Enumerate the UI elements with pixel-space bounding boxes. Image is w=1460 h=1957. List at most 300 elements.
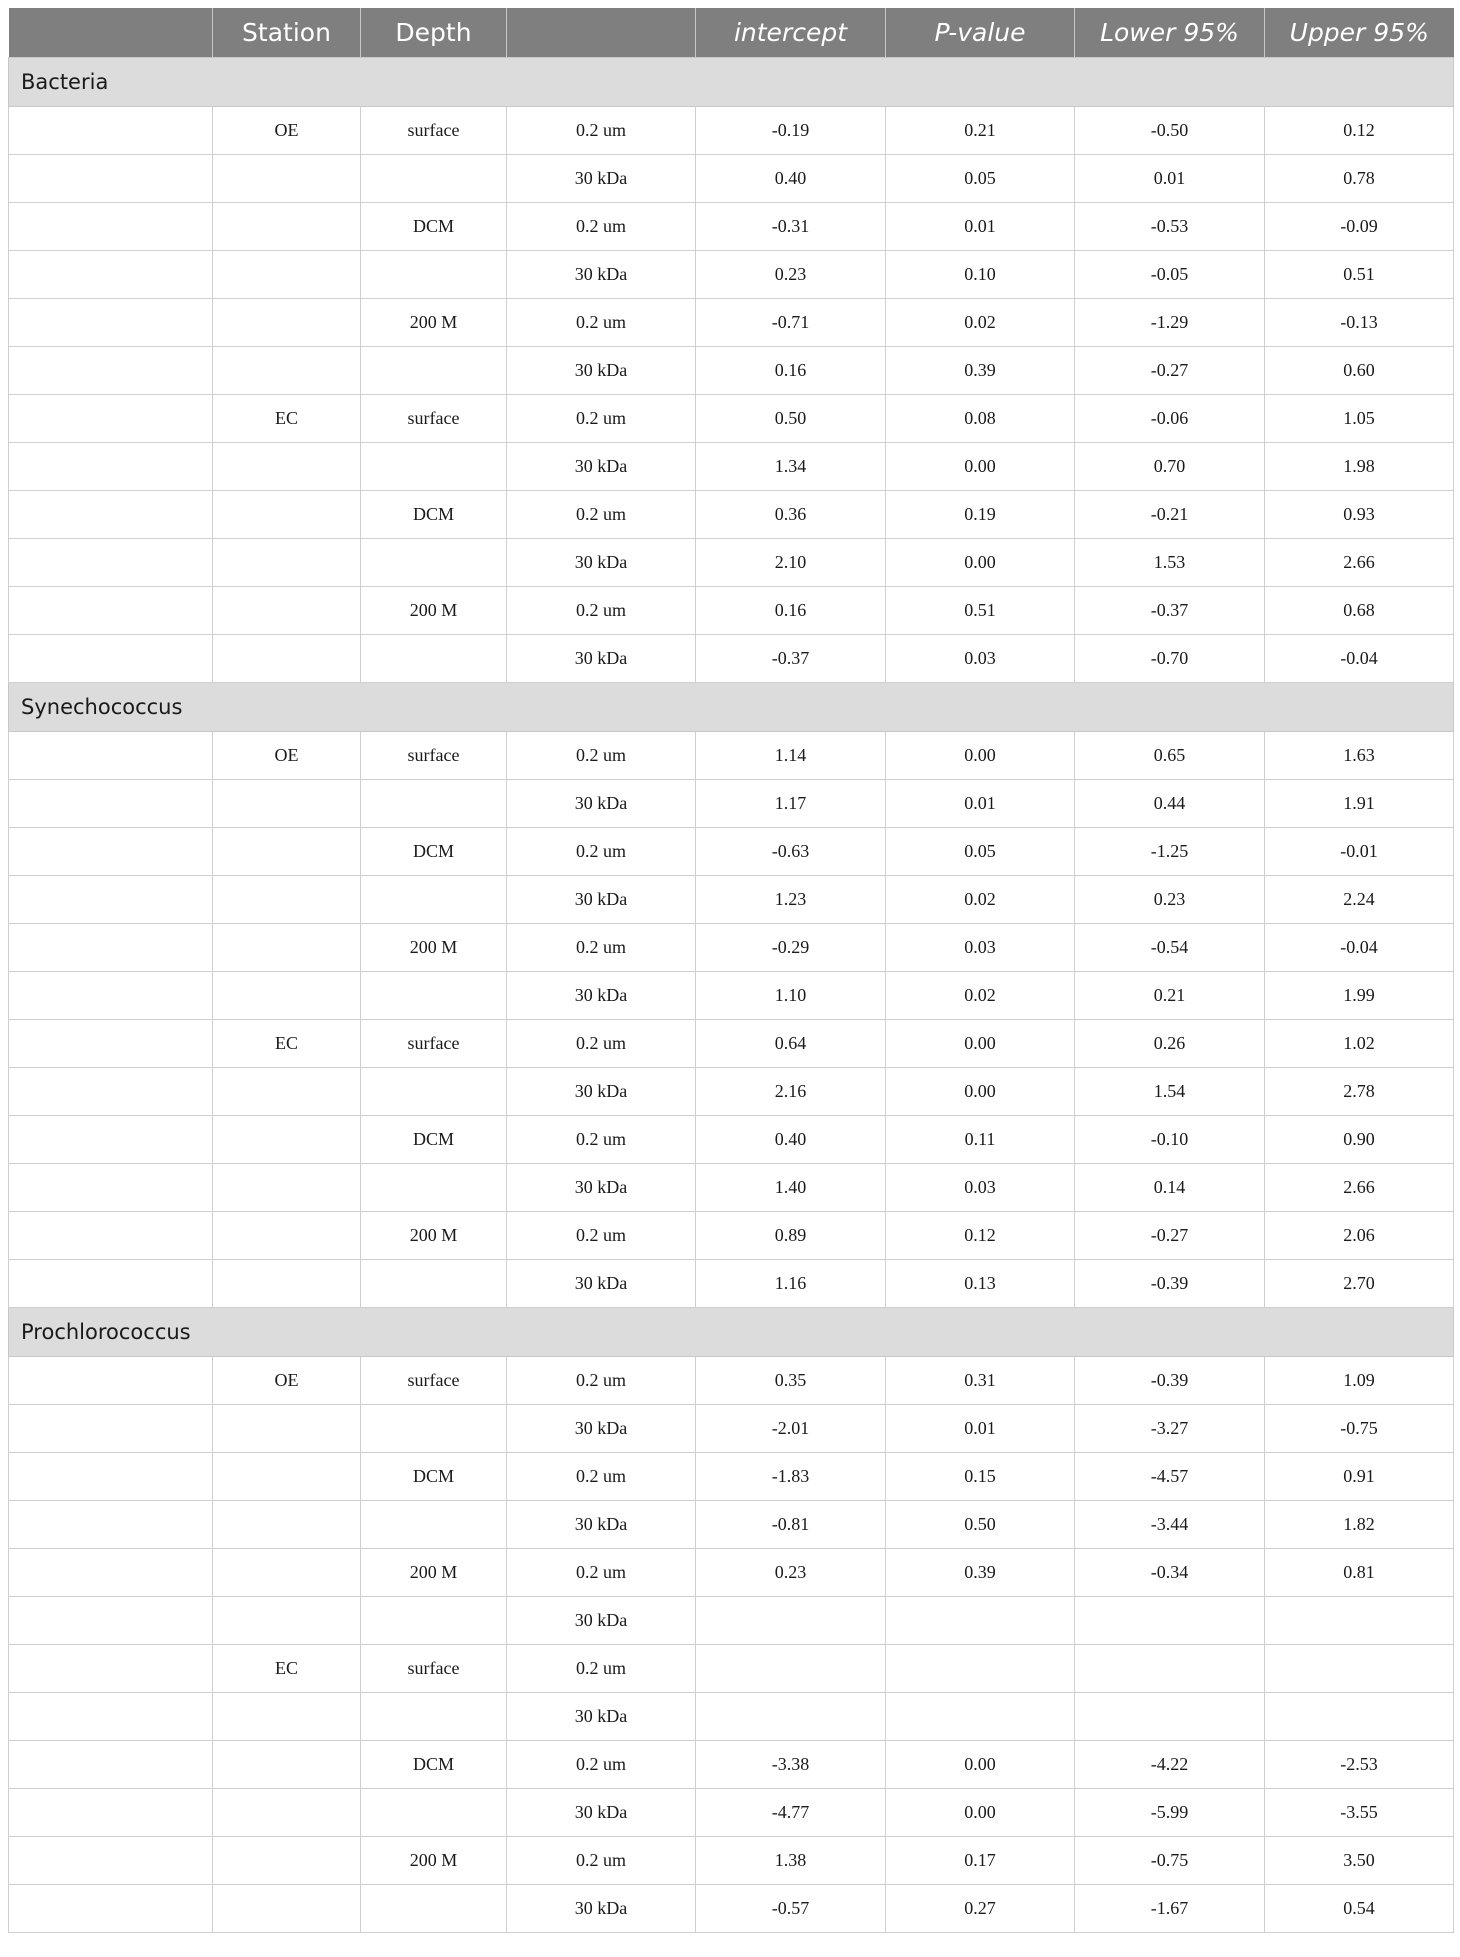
cell-lower-95: -0.34 (1075, 1549, 1265, 1597)
cell-depth (361, 1789, 507, 1837)
table-row (9, 443, 1454, 491)
cell-intercept: -0.71 (696, 299, 886, 347)
cell-station (213, 1693, 361, 1741)
cell-blank (9, 155, 213, 203)
cell-upper-95: 2.70 (1265, 1260, 1454, 1308)
cell-intercept: 1.38 (696, 1837, 886, 1885)
cell-depth (361, 1405, 507, 1453)
cell-lower-95: -0.39 (1075, 1260, 1265, 1308)
cell-upper-95: 1.98 (1265, 443, 1454, 491)
cell-blank (9, 732, 213, 780)
cell-depth (361, 1597, 507, 1645)
cell-station (213, 155, 361, 203)
cell-blank (9, 1789, 213, 1837)
cell-p-value: 0.00 (886, 1068, 1075, 1116)
table-row (9, 107, 1454, 155)
cell-fraction: 30 kDa (507, 876, 696, 924)
cell-intercept: 1.40 (696, 1164, 886, 1212)
cell-p-value: 0.08 (886, 395, 1075, 443)
cell-intercept: 1.14 (696, 732, 886, 780)
cell-blank (9, 1501, 213, 1549)
table-row (9, 1260, 1454, 1308)
cell-fraction: 0.2 um (507, 924, 696, 972)
cell-fraction: 0.2 um (507, 1837, 696, 1885)
group-label: Prochlorococcus (9, 1308, 1454, 1357)
cell-fraction: 0.2 um (507, 1741, 696, 1789)
cell-lower-95: 0.44 (1075, 780, 1265, 828)
cell-blank (9, 1837, 213, 1885)
cell-lower-95: -0.54 (1075, 924, 1265, 972)
cell-lower-95: 0.23 (1075, 876, 1265, 924)
group-header-row (9, 1308, 1454, 1357)
cell-p-value: 0.17 (886, 1837, 1075, 1885)
cell-station (213, 1837, 361, 1885)
cell-blank (9, 1549, 213, 1597)
cell-intercept: -0.37 (696, 635, 886, 683)
cell-lower-95: 0.70 (1075, 443, 1265, 491)
table-row (9, 587, 1454, 635)
cell-intercept: 1.17 (696, 780, 886, 828)
cell-p-value: 0.39 (886, 1549, 1075, 1597)
cell-p-value: 0.50 (886, 1501, 1075, 1549)
cell-upper-95: 0.54 (1265, 1885, 1454, 1933)
cell-upper-95: 1.05 (1265, 395, 1454, 443)
cell-fraction: 0.2 um (507, 587, 696, 635)
cell-intercept: 0.40 (696, 155, 886, 203)
cell-p-value: 0.02 (886, 972, 1075, 1020)
cell-upper-95: -0.09 (1265, 203, 1454, 251)
table-row (9, 1020, 1454, 1068)
table-row (9, 1597, 1454, 1645)
cell-upper-95: 3.50 (1265, 1837, 1454, 1885)
table-row (9, 1357, 1454, 1405)
cell-intercept: -0.81 (696, 1501, 886, 1549)
cell-lower-95: -0.70 (1075, 635, 1265, 683)
table-row (9, 251, 1454, 299)
cell-depth: 200 M (361, 299, 507, 347)
cell-p-value: 0.27 (886, 1885, 1075, 1933)
cell-depth: DCM (361, 1741, 507, 1789)
cell-station (213, 780, 361, 828)
table-row (9, 539, 1454, 587)
cell-upper-95: -0.04 (1265, 635, 1454, 683)
table-row (9, 828, 1454, 876)
cell-station (213, 251, 361, 299)
cell-intercept: 0.23 (696, 251, 886, 299)
cell-station (213, 924, 361, 972)
cell-upper-95: -0.04 (1265, 924, 1454, 972)
cell-blank (9, 491, 213, 539)
cell-depth: surface (361, 1020, 507, 1068)
cell-blank (9, 1885, 213, 1933)
cell-depth (361, 155, 507, 203)
cell-upper-95: 0.68 (1265, 587, 1454, 635)
cell-blank (9, 972, 213, 1020)
cell-depth (361, 876, 507, 924)
cell-p-value: 0.01 (886, 203, 1075, 251)
cell-station (213, 1741, 361, 1789)
cell-p-value: 0.00 (886, 539, 1075, 587)
cell-station (213, 1597, 361, 1645)
cell-lower-95: -0.27 (1075, 1212, 1265, 1260)
table-row (9, 1645, 1454, 1693)
cell-fraction: 30 kDa (507, 251, 696, 299)
cell-intercept: 0.50 (696, 395, 886, 443)
cell-station (213, 1453, 361, 1501)
cell-lower-95: -1.29 (1075, 299, 1265, 347)
table-row (9, 1885, 1454, 1933)
cell-depth: surface (361, 732, 507, 780)
cell-station: OE (213, 107, 361, 155)
cell-lower-95: 0.01 (1075, 155, 1265, 203)
header-cell-blank (9, 8, 213, 58)
table-row (9, 155, 1454, 203)
cell-p-value: 0.01 (886, 1405, 1075, 1453)
cell-lower-95 (1075, 1693, 1265, 1741)
cell-p-value: 0.03 (886, 635, 1075, 683)
cell-lower-95: -3.44 (1075, 1501, 1265, 1549)
cell-intercept: -4.77 (696, 1789, 886, 1837)
header-cell-fraction (507, 8, 696, 58)
cell-blank (9, 395, 213, 443)
cell-upper-95: 2.06 (1265, 1212, 1454, 1260)
table-row (9, 1789, 1454, 1837)
cell-p-value: 0.21 (886, 107, 1075, 155)
cell-intercept: 0.36 (696, 491, 886, 539)
cell-p-value (886, 1645, 1075, 1693)
cell-fraction: 30 kDa (507, 1789, 696, 1837)
table-row (9, 924, 1454, 972)
table-row (9, 1212, 1454, 1260)
regression-table (8, 8, 1454, 1933)
cell-blank (9, 107, 213, 155)
cell-p-value: 0.00 (886, 732, 1075, 780)
cell-blank (9, 1693, 213, 1741)
cell-lower-95: -0.10 (1075, 1116, 1265, 1164)
cell-lower-95: -0.75 (1075, 1837, 1265, 1885)
table-row (9, 732, 1454, 780)
cell-lower-95: 0.14 (1075, 1164, 1265, 1212)
cell-p-value: 0.00 (886, 1741, 1075, 1789)
cell-blank (9, 1260, 213, 1308)
cell-fraction: 0.2 um (507, 828, 696, 876)
cell-intercept (696, 1693, 886, 1741)
cell-upper-95: 2.78 (1265, 1068, 1454, 1116)
cell-p-value: 0.05 (886, 828, 1075, 876)
cell-intercept: -2.01 (696, 1405, 886, 1453)
cell-blank (9, 1597, 213, 1645)
cell-intercept: 0.23 (696, 1549, 886, 1597)
cell-blank (9, 347, 213, 395)
cell-lower-95: -0.06 (1075, 395, 1265, 443)
cell-blank (9, 587, 213, 635)
cell-station: EC (213, 1020, 361, 1068)
cell-station (213, 1116, 361, 1164)
cell-upper-95: 1.63 (1265, 732, 1454, 780)
cell-intercept: 1.16 (696, 1260, 886, 1308)
cell-fraction: 30 kDa (507, 1597, 696, 1645)
cell-fraction: 0.2 um (507, 107, 696, 155)
cell-depth (361, 972, 507, 1020)
cell-p-value: 0.00 (886, 1020, 1075, 1068)
cell-fraction: 30 kDa (507, 1164, 696, 1212)
cell-station (213, 347, 361, 395)
cell-blank (9, 251, 213, 299)
header-cell-upper-95: Upper 95% (1265, 8, 1454, 58)
cell-station (213, 1885, 361, 1933)
group-label: Synechococcus (9, 683, 1454, 732)
cell-upper-95: -0.75 (1265, 1405, 1454, 1453)
cell-fraction: 0.2 um (507, 395, 696, 443)
header-cell-station: Station (213, 8, 361, 58)
cell-intercept (696, 1645, 886, 1693)
cell-intercept: -0.31 (696, 203, 886, 251)
cell-p-value: 0.39 (886, 347, 1075, 395)
group-header-row (9, 683, 1454, 732)
cell-depth: 200 M (361, 1549, 507, 1597)
table-row (9, 395, 1454, 443)
cell-upper-95: 1.09 (1265, 1357, 1454, 1405)
cell-depth (361, 780, 507, 828)
cell-lower-95: 1.53 (1075, 539, 1265, 587)
header-cell-p-value: P-value (886, 8, 1075, 58)
cell-station: EC (213, 395, 361, 443)
cell-lower-95 (1075, 1597, 1265, 1645)
table-container (8, 8, 1454, 1933)
cell-intercept: 1.34 (696, 443, 886, 491)
cell-upper-95 (1265, 1693, 1454, 1741)
cell-station: OE (213, 1357, 361, 1405)
cell-fraction: 0.2 um (507, 1549, 696, 1597)
cell-fraction: 30 kDa (507, 1405, 696, 1453)
cell-blank (9, 443, 213, 491)
cell-blank (9, 539, 213, 587)
cell-p-value: 0.51 (886, 587, 1075, 635)
table-row (9, 635, 1454, 683)
cell-blank (9, 1212, 213, 1260)
cell-fraction: 0.2 um (507, 491, 696, 539)
cell-depth (361, 1501, 507, 1549)
cell-depth (361, 539, 507, 587)
cell-intercept: -0.63 (696, 828, 886, 876)
table-row (9, 876, 1454, 924)
table-row (9, 491, 1454, 539)
cell-fraction: 0.2 um (507, 203, 696, 251)
cell-fraction: 0.2 um (507, 1453, 696, 1501)
cell-upper-95: 1.91 (1265, 780, 1454, 828)
cell-lower-95: 0.21 (1075, 972, 1265, 1020)
cell-depth (361, 1693, 507, 1741)
cell-intercept: -0.29 (696, 924, 886, 972)
cell-fraction: 0.2 um (507, 1116, 696, 1164)
cell-upper-95: 0.91 (1265, 1453, 1454, 1501)
cell-upper-95: 1.82 (1265, 1501, 1454, 1549)
cell-p-value: 0.19 (886, 491, 1075, 539)
cell-fraction: 0.2 um (507, 1212, 696, 1260)
cell-blank (9, 1741, 213, 1789)
cell-depth: 200 M (361, 587, 507, 635)
cell-depth: DCM (361, 1116, 507, 1164)
cell-p-value: 0.10 (886, 251, 1075, 299)
cell-fraction: 30 kDa (507, 635, 696, 683)
cell-p-value: 0.02 (886, 876, 1075, 924)
cell-lower-95: 1.54 (1075, 1068, 1265, 1116)
cell-p-value: 0.01 (886, 780, 1075, 828)
header-row (9, 8, 1454, 58)
cell-blank (9, 1020, 213, 1068)
cell-upper-95 (1265, 1597, 1454, 1645)
cell-fraction: 30 kDa (507, 539, 696, 587)
table-row (9, 1405, 1454, 1453)
cell-station (213, 491, 361, 539)
cell-upper-95: -0.13 (1265, 299, 1454, 347)
cell-depth (361, 251, 507, 299)
cell-station (213, 1789, 361, 1837)
table-row (9, 972, 1454, 1020)
table-row (9, 1164, 1454, 1212)
cell-depth (361, 443, 507, 491)
cell-lower-95: -0.50 (1075, 107, 1265, 155)
cell-upper-95: -3.55 (1265, 1789, 1454, 1837)
table-row (9, 1501, 1454, 1549)
cell-fraction: 0.2 um (507, 299, 696, 347)
cell-fraction: 30 kDa (507, 972, 696, 1020)
cell-station (213, 1212, 361, 1260)
cell-station (213, 876, 361, 924)
cell-fraction: 30 kDa (507, 1501, 696, 1549)
cell-lower-95: 0.26 (1075, 1020, 1265, 1068)
cell-depth (361, 1260, 507, 1308)
header-cell-intercept: intercept (696, 8, 886, 58)
cell-intercept: 2.10 (696, 539, 886, 587)
cell-station (213, 443, 361, 491)
cell-station: EC (213, 1645, 361, 1693)
cell-p-value: 0.03 (886, 924, 1075, 972)
cell-upper-95: 2.66 (1265, 539, 1454, 587)
cell-station (213, 635, 361, 683)
cell-p-value: 0.00 (886, 1789, 1075, 1837)
header-cell-depth: Depth (361, 8, 507, 58)
cell-lower-95: -0.37 (1075, 587, 1265, 635)
cell-lower-95: -3.27 (1075, 1405, 1265, 1453)
cell-upper-95: 0.81 (1265, 1549, 1454, 1597)
cell-blank (9, 1357, 213, 1405)
cell-depth: 200 M (361, 924, 507, 972)
cell-depth (361, 635, 507, 683)
cell-intercept: 0.89 (696, 1212, 886, 1260)
table-row (9, 1549, 1454, 1597)
cell-intercept: 0.16 (696, 347, 886, 395)
table-row (9, 299, 1454, 347)
cell-p-value: 0.13 (886, 1260, 1075, 1308)
cell-lower-95: -0.27 (1075, 347, 1265, 395)
cell-blank (9, 635, 213, 683)
cell-p-value: 0.03 (886, 1164, 1075, 1212)
cell-blank (9, 1405, 213, 1453)
cell-intercept: 1.10 (696, 972, 886, 1020)
cell-p-value: 0.31 (886, 1357, 1075, 1405)
cell-lower-95: -4.57 (1075, 1453, 1265, 1501)
cell-station (213, 828, 361, 876)
cell-depth: DCM (361, 1453, 507, 1501)
cell-station (213, 1164, 361, 1212)
cell-p-value: 0.02 (886, 299, 1075, 347)
group-label: Bacteria (9, 58, 1454, 107)
cell-blank (9, 1116, 213, 1164)
cell-lower-95: -4.22 (1075, 1741, 1265, 1789)
cell-p-value: 0.15 (886, 1453, 1075, 1501)
group-header-row (9, 58, 1454, 107)
header-cell-lower-95: Lower 95% (1075, 8, 1265, 58)
table-row (9, 203, 1454, 251)
cell-depth: surface (361, 395, 507, 443)
cell-fraction: 0.2 um (507, 1020, 696, 1068)
cell-station (213, 1068, 361, 1116)
cell-lower-95: 0.65 (1075, 732, 1265, 780)
cell-station (213, 1260, 361, 1308)
cell-fraction: 30 kDa (507, 1693, 696, 1741)
cell-p-value (886, 1693, 1075, 1741)
table-row (9, 1116, 1454, 1164)
cell-intercept: 0.35 (696, 1357, 886, 1405)
cell-lower-95: -1.25 (1075, 828, 1265, 876)
cell-blank (9, 876, 213, 924)
cell-blank (9, 828, 213, 876)
cell-p-value (886, 1597, 1075, 1645)
cell-depth: DCM (361, 491, 507, 539)
cell-depth (361, 1164, 507, 1212)
cell-station (213, 203, 361, 251)
cell-station (213, 299, 361, 347)
cell-fraction: 30 kDa (507, 443, 696, 491)
cell-blank (9, 203, 213, 251)
cell-blank (9, 1453, 213, 1501)
cell-fraction: 30 kDa (507, 155, 696, 203)
cell-lower-95: -1.67 (1075, 1885, 1265, 1933)
cell-depth (361, 347, 507, 395)
cell-intercept: 1.23 (696, 876, 886, 924)
cell-intercept: 0.64 (696, 1020, 886, 1068)
cell-lower-95: -0.21 (1075, 491, 1265, 539)
table-body (9, 58, 1454, 1933)
cell-intercept: 0.40 (696, 1116, 886, 1164)
cell-p-value: 0.12 (886, 1212, 1075, 1260)
cell-blank (9, 299, 213, 347)
cell-intercept: -1.83 (696, 1453, 886, 1501)
table-row (9, 347, 1454, 395)
cell-upper-95: 0.60 (1265, 347, 1454, 395)
table-row (9, 1693, 1454, 1741)
cell-lower-95 (1075, 1645, 1265, 1693)
cell-station: OE (213, 732, 361, 780)
cell-fraction: 30 kDa (507, 1885, 696, 1933)
cell-intercept (696, 1597, 886, 1645)
cell-p-value: 0.11 (886, 1116, 1075, 1164)
cell-upper-95: 1.02 (1265, 1020, 1454, 1068)
table-row (9, 780, 1454, 828)
cell-station (213, 972, 361, 1020)
cell-intercept: 0.16 (696, 587, 886, 635)
cell-p-value: 0.00 (886, 443, 1075, 491)
cell-upper-95: 0.51 (1265, 251, 1454, 299)
cell-upper-95: -0.01 (1265, 828, 1454, 876)
cell-depth: 200 M (361, 1212, 507, 1260)
cell-lower-95: -0.53 (1075, 203, 1265, 251)
cell-depth: 200 M (361, 1837, 507, 1885)
cell-depth: DCM (361, 828, 507, 876)
cell-upper-95: 0.12 (1265, 107, 1454, 155)
cell-upper-95: 1.99 (1265, 972, 1454, 1020)
